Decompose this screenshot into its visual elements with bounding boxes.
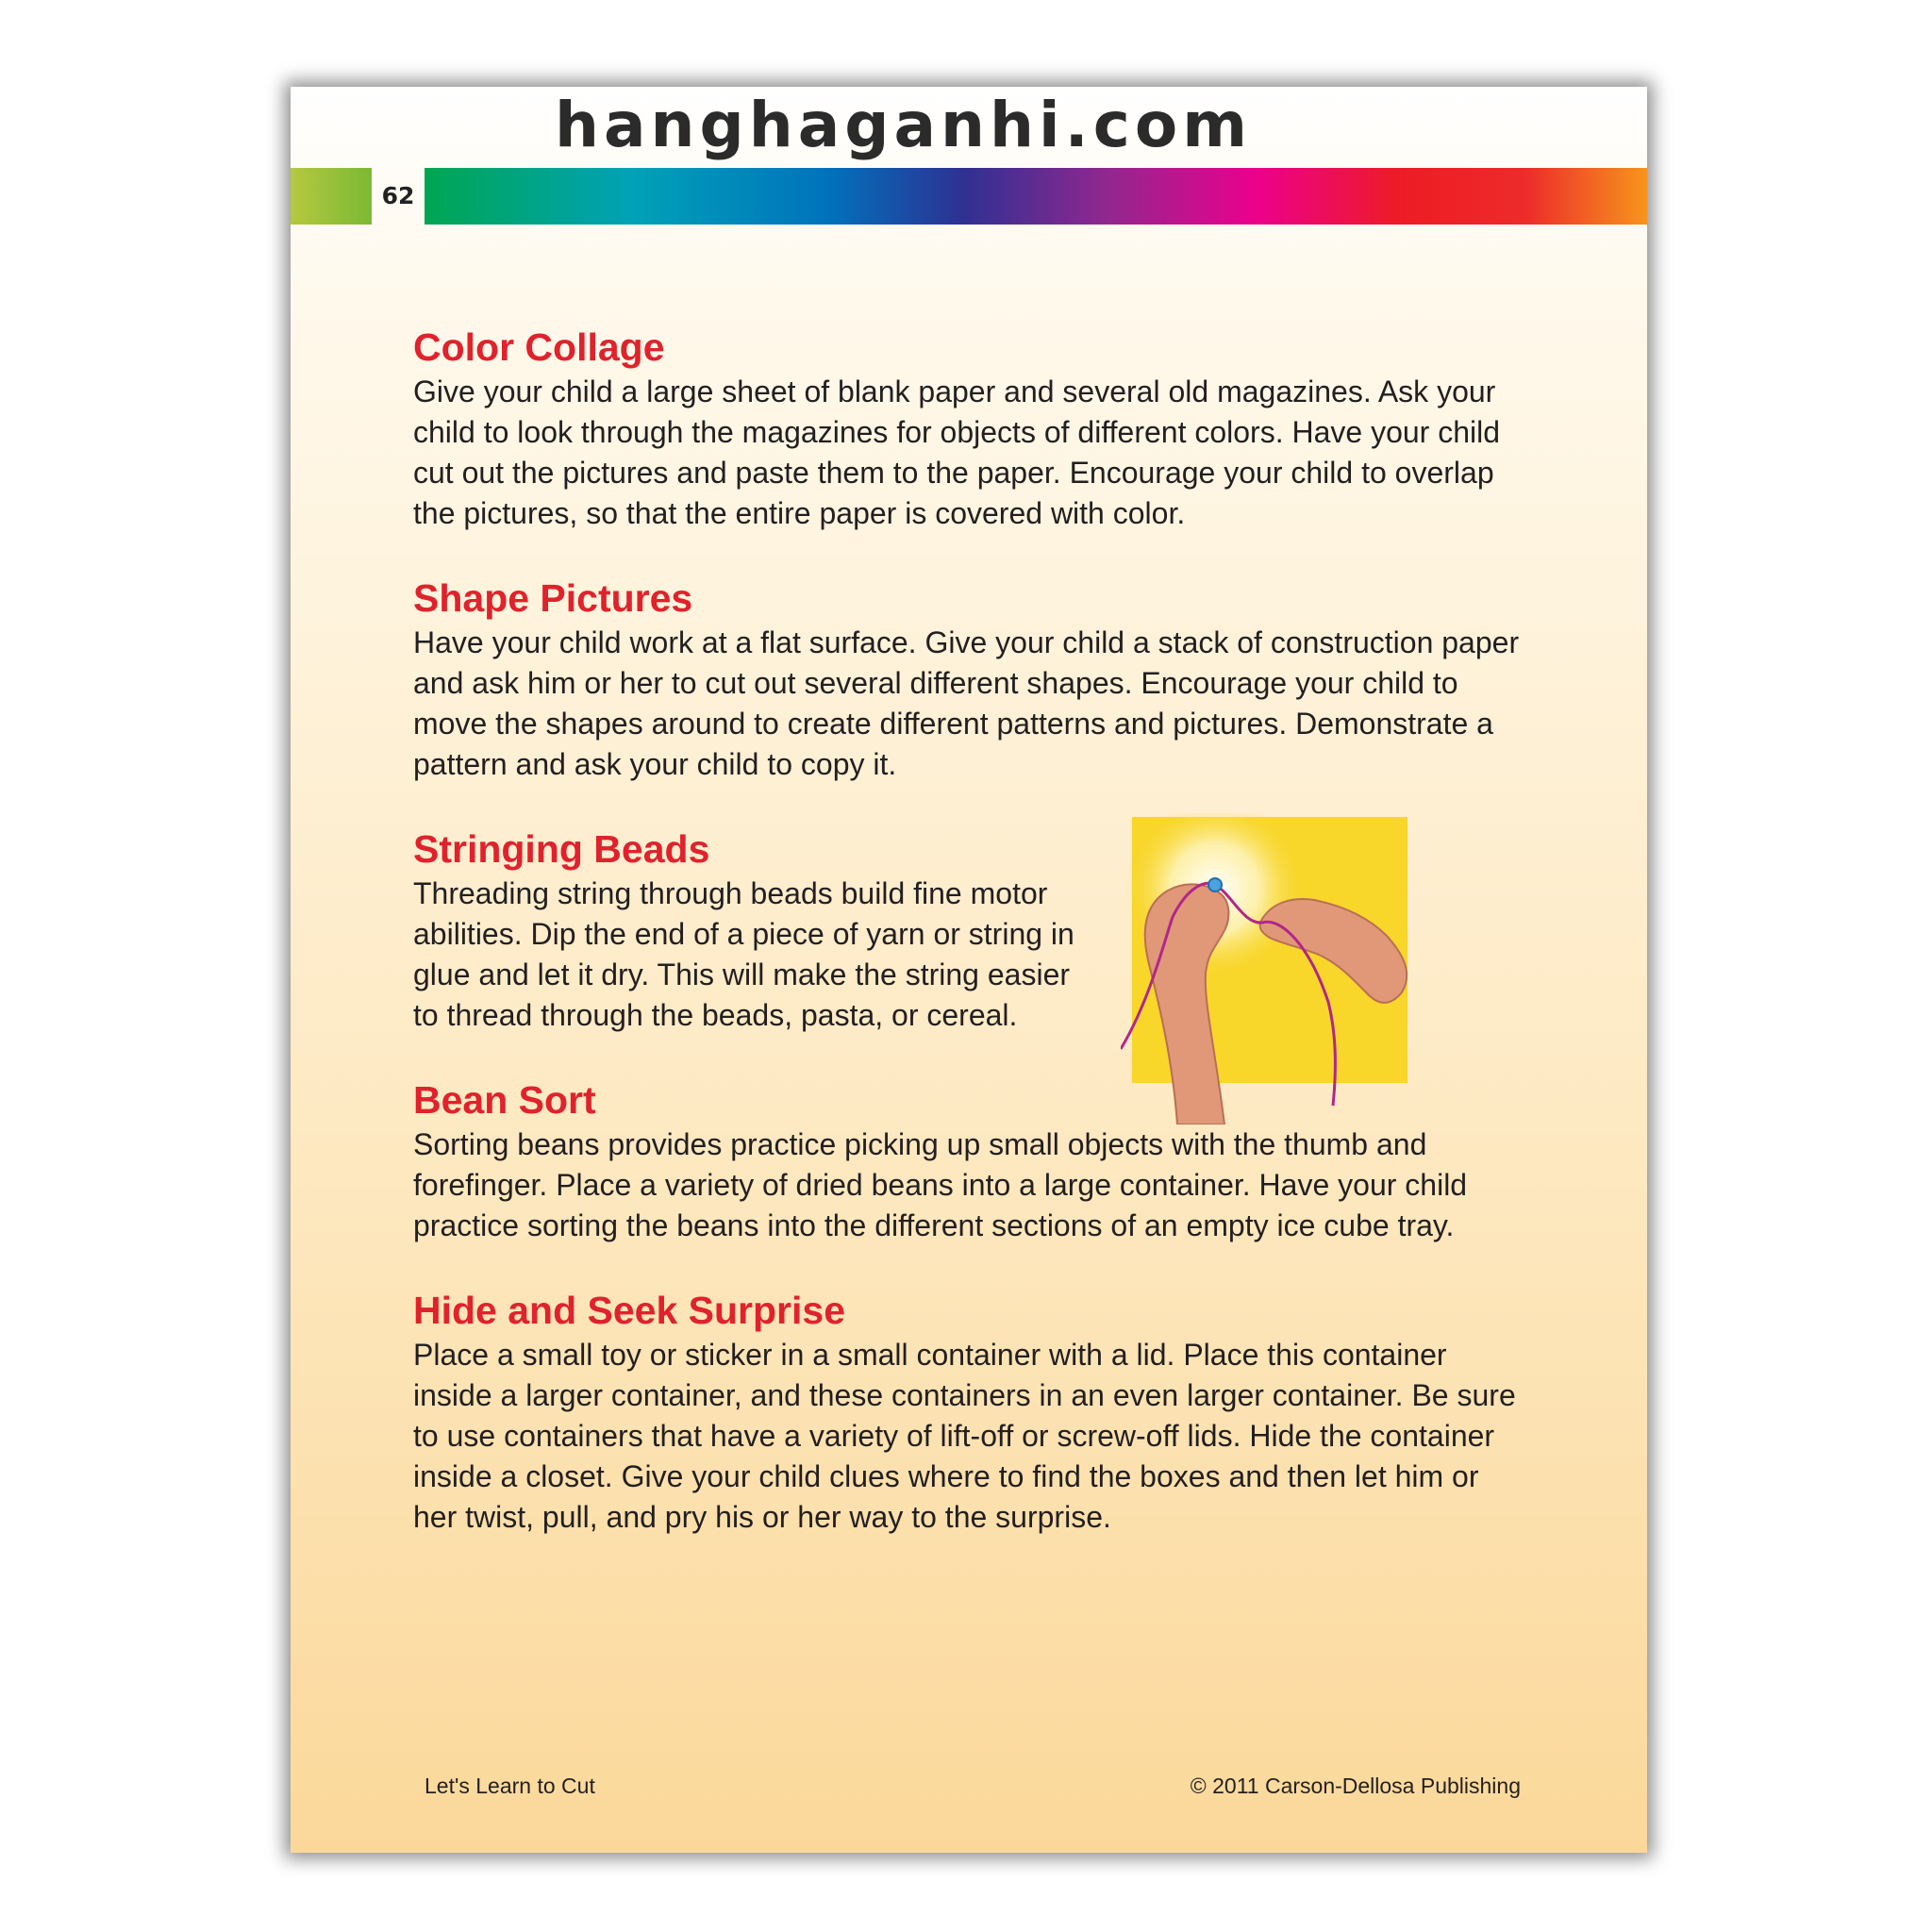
- section-hide-and-seek: [413, 1286, 1526, 1538]
- header-rainbow-band: [425, 168, 1647, 225]
- footer-copyright: © 2011 Carson-Dellosa Publishing: [1190, 1774, 1521, 1798]
- section-body: Have your child work at a flat surface. Give your child a stack of construction paper and ask him or her to cut out several different shapes. Encourage your child to move the shapes around to create different patterns and pictures. Demonstrate a pattern and ask your child to copy it.: [413, 625, 1520, 781]
- section-body: Give your child a large sheet of blank paper and several old magazines. Ask your child to look through the magazines for objects of different colors. Have your child cut out the pictures and paste them to the paper. Encourage your child to overlap the pictures, so that the entire paper is covered with color.: [413, 375, 1501, 530]
- section-body: Sorting beans provides practice picking up small objects with the thumb and forefinger. Place a variety of dried beans into a large container. Have your child practice sorting the beans into the different sections of an empty ice cube tray.: [413, 1127, 1468, 1242]
- watermark: hanghaganhi.com: [555, 89, 1252, 161]
- hands-threading-bead-icon: [1121, 813, 1460, 1124]
- section-title: Color Collage: [413, 325, 665, 369]
- section-title: Stringing Beads: [413, 827, 710, 871]
- page-number: 62: [381, 182, 415, 209]
- section-title: Bean Sort: [413, 1078, 596, 1122]
- bead: [1208, 878, 1222, 891]
- header-band-left: [291, 168, 372, 225]
- section-shape-pictures: [413, 574, 1526, 785]
- footer-book-title: Let's Learn to Cut: [425, 1774, 595, 1798]
- workbook-page: [291, 87, 1647, 1853]
- section-color-collage: [413, 323, 1526, 534]
- section-body: Threading string through beads build fine motor abilities. Dip the end of a piece of yarn or string in glue and let it dry. This will make the string easier to thread through the beads, pasta, or cereal.: [413, 876, 1074, 1032]
- section-title: Hide and Seek Surprise: [413, 1289, 846, 1332]
- section-title: Shape Pictures: [413, 576, 693, 620]
- section-body: Place a small toy or sticker in a small container with a lid. Place this container inside a larger container, and these containers in an even larger container. Be sure to use containers that have a variety of lift-off or screw-off lids. Hide the container inside a closet. Give your child clues where to find the boxes and then let him or her twist, pull, and pry his or her way to the surprise.: [413, 1338, 1516, 1534]
